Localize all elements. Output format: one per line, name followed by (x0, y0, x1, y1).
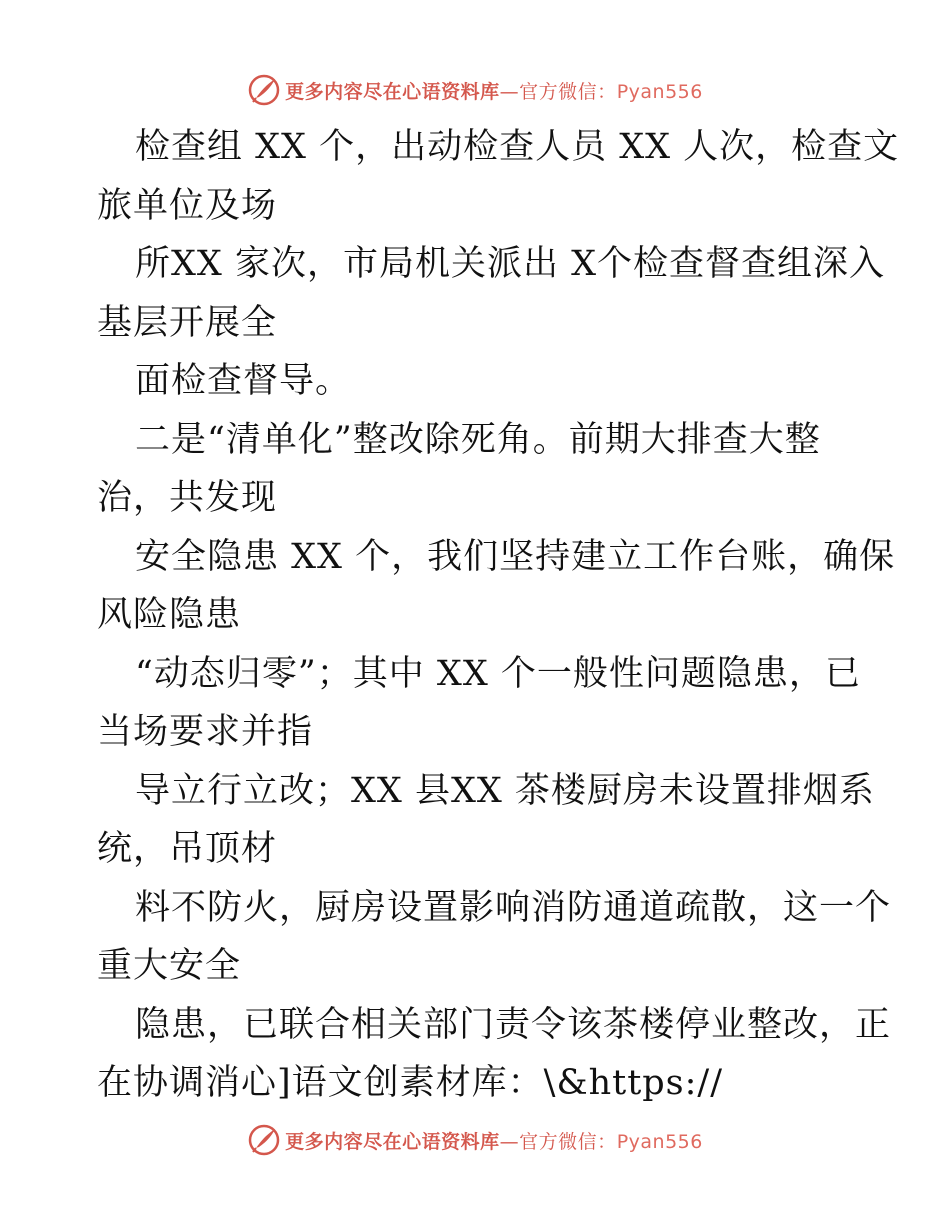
watermark-id: Pyan556 (616, 80, 703, 103)
quill-logo-icon (247, 1123, 281, 1157)
watermark-text (285, 1127, 703, 1154)
text-line: 风险隐患 (97, 595, 242, 635)
watermark-main: 更多内容尽在心语资料库 (285, 1130, 500, 1153)
text-line: 隐患，已联合相关部门责令该茶楼停业整改，正 (135, 1004, 892, 1045)
text-line: 统，吊顶材 (97, 829, 278, 869)
text-line: 治，共发现 (97, 478, 278, 518)
text-line: “动态归零”；其中 XX 个一般性问题隐患，已 (135, 653, 861, 694)
text-line: 料不防火，厨房设置影响消防通道疏散，这一个 (135, 887, 892, 928)
text-line: 导立行立改；XX 县XX 茶楼厨房未设置排烟系 (135, 770, 875, 811)
text-line: 当场要求并指 (97, 712, 314, 752)
text-line: 在协调消心]语文创素材库：\&https:// (97, 1063, 724, 1103)
watermark-sep: —官方微信： (499, 1130, 617, 1153)
text-line: 检查组 XX 个，出动检查人员 XX 人次，检查文 (135, 127, 900, 167)
watermark-text (285, 77, 703, 104)
text-line: 面检查督导。 (135, 361, 352, 401)
quill-logo-icon (247, 73, 281, 107)
text-line: 安全隐患 XX 个，我们坚持建立工作台账，确保 (135, 536, 896, 577)
watermark-sep: —官方微信： (499, 80, 617, 103)
text-line: 所XX 家次，市局机关派出 X个检查督查组深入 (135, 244, 886, 284)
header-watermark (0, 70, 950, 110)
text-line: 旅单位及场 (97, 185, 278, 226)
document-body (97, 118, 900, 1113)
text-line: 重大安全 (97, 946, 242, 986)
text-line: 二是“清单化”整改除死角。前期大排查大整 (135, 419, 821, 460)
footer-watermark (0, 1120, 950, 1160)
text-line: 基层开展全 (97, 302, 278, 343)
watermark-id: Pyan556 (616, 1130, 703, 1153)
watermark-main: 更多内容尽在心语资料库 (285, 80, 500, 103)
